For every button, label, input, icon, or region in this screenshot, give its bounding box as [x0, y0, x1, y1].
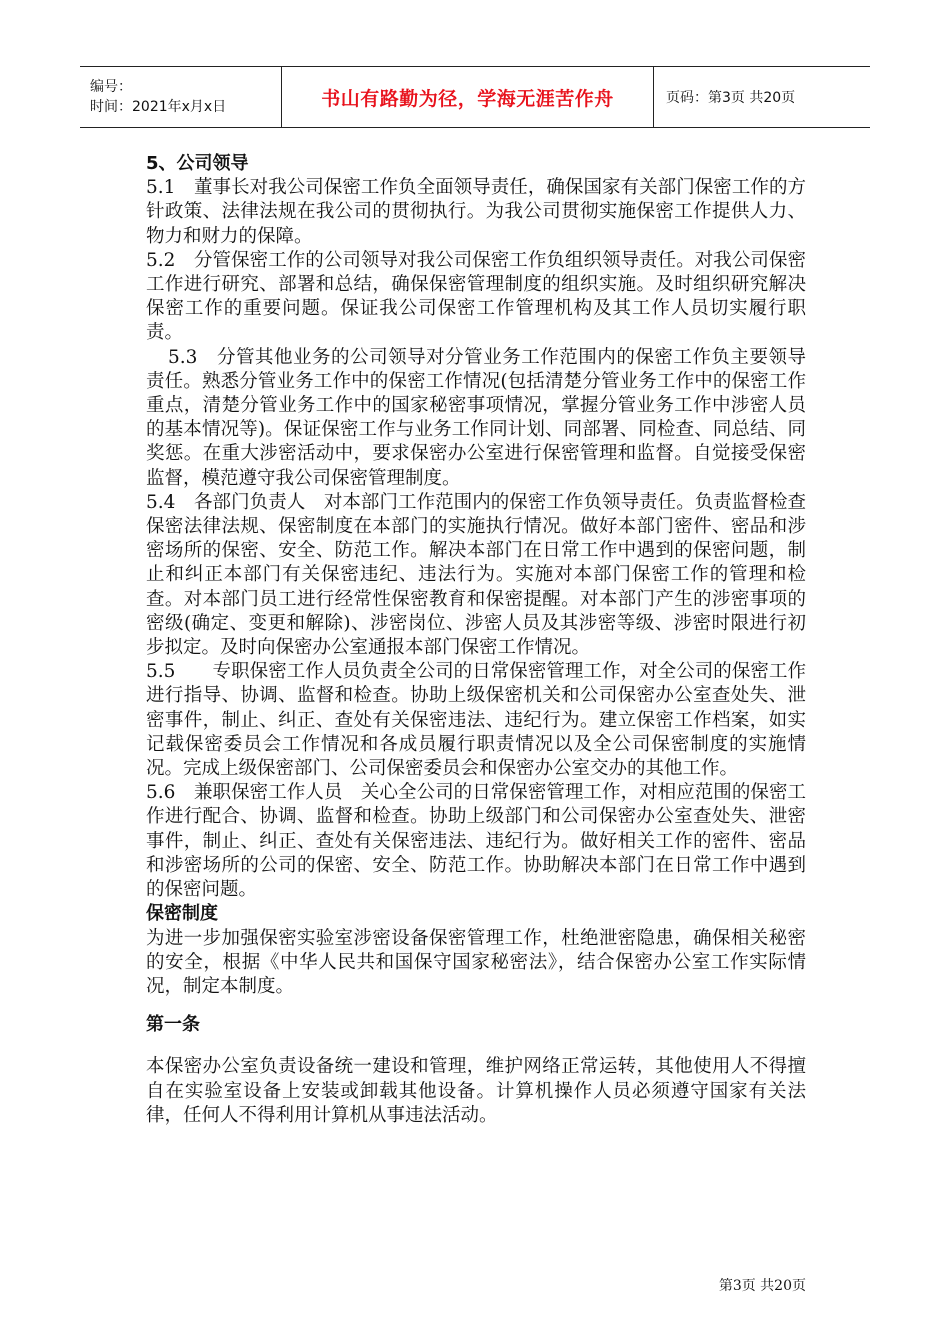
document-number-label: 编号：	[90, 79, 132, 95]
article-1-title: 第一条	[146, 1014, 200, 1036]
paragraph-5-2: 5.2 分管保密工作的公司领导对我公司保密工作负组织领导责任。对我公司保密工作进行研究、部署和总结，确保保密管理制度的组织实施。及时组织研究解决保密工作的重要问题。保证我公司保密工作管理机构及其工作人员切实履行职责。	[146, 249, 806, 344]
paragraph-5-5: 5.5 专职保密工作人员负责全公司的日常保密管理工作，对全公司的保密工作进行指导、协调、监督和检查。协助上级保密机关和公司保密办公室查处失、泄密事件，制止、纠正、查处有关保密违法、违纪行为。建立保密工作档案，如实记载保密委员会工作情况和各成员履行职责情况以及全公司保密制度的实施情况。完成上级保密部门、公司保密委员会和保密办公室交办的其他工作。	[146, 661, 806, 780]
confidentiality-system-intro: 为进一步加强保密实验室涉密设备保密管理工作，杜绝泄密隐患，确保相关秘密的安全，根据《中华人民共和国保守国家秘密法》，结合保密办公室工作实际情况，制定本制度。	[146, 927, 806, 997]
paragraph-5-3: 5.3 分管其他业务的公司领导对分管业务工作范围内的保密工作负主要领导责任。熟悉分管业务工作中的保密工作情况(包括清楚分管业务工作中的保密工作重点，清楚分管业务工作中的国家秘密事项情况，掌握分管业务工作中涉密人员的基本情况等)。保证保密工作与业务工作同计划、同部署、同检查、同总结、同奖惩。在重大涉密活动中，要求保密办公室进行保密管理和监督。自觉接受保密监督，模范遵守我公司保密管理制度。	[146, 346, 806, 489]
document-time-label: 时间：2021年x月x日	[90, 99, 227, 115]
section-5-title: 5、公司领导	[146, 153, 249, 174]
document-body	[146, 152, 806, 1128]
header-motto: 书山有路勤为径，学海无涯苦作舟	[282, 67, 654, 127]
paragraph-5-1: 5.1 董事长对我公司保密工作负全面领导责任，确保国家有关部门保密工作的方针政策、法律法规在我公司的贯彻执行。为我公司贯彻实施保密工作提供人力、物力和财力的保障。	[146, 177, 806, 247]
confidentiality-system-title: 保密制度	[146, 903, 218, 925]
paragraph-5-4: 5.4 各部门负责人 对本部门工作范围内的保密工作负领导责任。负责监督检查保密法律法规、保密制度在本部门的实施执行情况。做好本部门密件、密品和涉密场所的保密、安全、防范工作。解决本部门在日常工作中遇到的保密问题，制止和纠正本部门有关保密违纪、违法行为。实施对本部门保密工作的管理和检查。对本部门员工进行经常性保密教育和保密提醒。对本部门产生的涉密事项的密级(确定、变更和解除)、涉密岗位、涉密人员及其涉密等级、涉密时限进行初步拟定。及时向保密办公室通报本部门保密工作情况。	[146, 491, 806, 659]
page-header	[80, 66, 870, 128]
article-1-body: 本保密办公室负责设备统一建设和管理，维护网络正常运转，其他使用人不得擅自在实验室设备上安装或卸载其他设备。计算机操作人员必须遵守国家有关法律，任何人不得利用计算机从事违法活动。	[146, 1056, 806, 1126]
header-page-info: 页码：第3页 共20页	[666, 90, 796, 106]
paragraph-5-6: 5.6 兼职保密工作人员 关心全公司的日常保密管理工作，对相应范围的保密工作进行配合、协调、监督和检查。协助上级部门和公司保密办公室查处失、泄密事件，制止、纠正、查处有关保密违法、违纪行为。做好相关工作的密件、密品和涉密场所的公司的保密、安全、防范工作。协助解决本部门在日常工作中遇到的保密问题。	[146, 782, 806, 901]
page-footer: 第3页 共20页	[718, 1278, 806, 1294]
header-left-cell	[80, 67, 282, 127]
